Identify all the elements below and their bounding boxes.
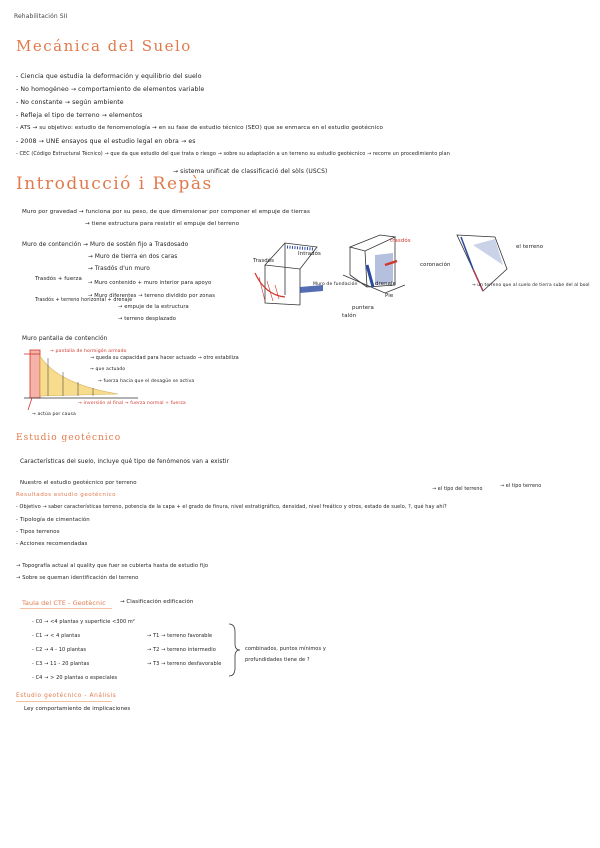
curly-brace: [226, 622, 242, 678]
building-type-c4: - C4 → > 20 plantas o especiales: [32, 675, 118, 681]
brace-note-1: combinados, puntos mínimos y: [245, 646, 326, 652]
section-title-estudio: Estudio geotécnico: [16, 433, 122, 443]
pantalla-note-4: → fuerza hacia que el desagüe se activa: [98, 379, 195, 384]
drawing-label-muro-fundacion: Muro de fundación: [313, 282, 358, 287]
drawing-label-trasdos-2: Trasdós: [253, 258, 275, 264]
estudio-item-4: - Acciones recomendadas: [16, 541, 88, 547]
drawing-label-coronacion: coronación: [420, 262, 451, 268]
section-title-mecanica: Mecánica del Suelo: [16, 37, 192, 55]
drawing-label-drenaje: drenaje: [375, 281, 397, 287]
estudio-item-3: - Tipos terrenos: [16, 529, 60, 535]
muro-contencion-line-6: → empuje de la estructura: [118, 304, 189, 310]
building-type-c3: - C3 → 11 - 20 plantas: [32, 661, 90, 667]
cte-heading-note: → Clasificación edificación: [120, 599, 194, 605]
drawing-label-talon: talón: [342, 313, 357, 319]
bullet-2: - No homogéneo → comportamiento de elementos variable: [16, 86, 205, 93]
estudio-annotation-1: → el tipo del terreno: [432, 487, 483, 492]
section-title-introduccio: Introducció i Repàs: [16, 174, 213, 194]
bullet-5: - ATS → su objetivo: estudio de fenomenología → en su fase de estudio técnico (SEO) que se enmarca en el estudio geotécnico: [16, 125, 384, 131]
building-type-c0: - C0 → <4 plantas y superficie <300 m²: [32, 619, 135, 625]
topografia-line-2: → Sobre se queman identificación del terreno: [16, 575, 139, 581]
muro-contencion-line-4: → Muro contenido + muro interior para apoyo: [88, 280, 212, 286]
bullet-7: - CEC (Código Estructural Técnico) → que da que estudio del que trata o riesgo → sobre su adaptación a un terreno su estudio geotécnico → recorre un procedimiento plan: [16, 151, 450, 157]
drawing-label-intrados: Intradós: [298, 251, 321, 257]
drawing-label-puntera: puntera: [352, 305, 374, 311]
estudio-item-2: - Tipología de cimentación: [16, 517, 90, 523]
muro-gravedad-line-2: → tiene estructura para resistir el empuje del terreno: [85, 221, 240, 227]
estudio-subnote: Nuestro el estudio geotécnico por terreno: [20, 480, 137, 486]
cte-heading: Taula del CTE - Geotècnic: [22, 599, 106, 607]
estudio-subheading: Resultados estudio geotécnico: [16, 492, 116, 498]
bullet-6: - 2008 → UNE ensayos que el estudio legal en obra → es: [16, 138, 196, 145]
estudio-intro: Características del suelo, incluye qué tipo de fenómenos van a existir: [20, 459, 230, 465]
pantalla-note-2: → queda su capacidad para hacer actuado → otro estabiliza: [90, 356, 239, 361]
drawing-label-terreno: el terreno: [516, 244, 544, 250]
analisis-highlight: [16, 701, 112, 702]
bullet-4: - Refleja el tipo de terreno → elementos: [16, 112, 143, 119]
subject-header: Rehabilitación SII: [14, 13, 68, 20]
drawing-label-terreno-note: → un terreno que al suelo de tierra sube del al bool: [472, 283, 590, 288]
estudio-item-1: - Objetivo → saber características terreno, potencia de la capa + el grado de finura, nivel estratigráfico, densidad, nivel freático y otros, estado de suelo, ?, qué hay ahí?: [16, 504, 447, 510]
building-type-c2: - C2 → 4 - 10 plantas: [32, 647, 87, 653]
terrain-type-t1: → T1 → terreno favorable: [147, 633, 213, 639]
brace-note-2: profundidades tiene de ?: [245, 657, 310, 663]
side-label-1: Trasdós + fuerza: [35, 276, 82, 282]
drawing-label-pie: Pie: [385, 293, 394, 299]
estudio-annotation-2: → el tipo terreno: [500, 484, 542, 489]
analisis-line: Ley comportamiento de implicaciones: [24, 706, 131, 712]
pantalla-note-3: → que actuado: [90, 367, 126, 372]
drawing-label-trasdos: trasdós: [390, 238, 411, 244]
pantalla-note-5: → inversión al final → fuerza normal + fuerza: [78, 401, 186, 406]
side-label-2: Trasdós + terreno horizontal + drenaje: [35, 298, 133, 303]
muro-contencion-line-5: → Muro diferentes → terreno dividido por zonas: [88, 293, 216, 299]
pantalla-note-6: → actúa por causa: [32, 412, 76, 417]
cte-heading-highlight: [20, 608, 112, 609]
building-type-c1: - C1 → < 4 plantas: [32, 633, 81, 639]
muro-contencion-line-7: → terreno desplazado: [118, 316, 177, 322]
terrain-type-t3: → T3 → terreno desfavorable: [147, 661, 222, 667]
bullet-1: - Ciencia que estudia la deformación y equilibrio del suelo: [16, 73, 202, 80]
section-title-analisis: Estudio geotécnico - Análisis: [16, 693, 117, 699]
uscs-note: → sistema unificat de classificació del sòls (USCS): [173, 168, 328, 175]
topografia-line-1: → Topografía actual al quality que fuer se cubierta hasta de estudio fijo: [16, 563, 209, 569]
muro-contencion-line-3: → Trasdós d'un muro: [88, 266, 150, 272]
muro-gravedad-line-1: Muro por gravedad → funciona por su peso, de que dimensionar por componer el empuje de tierras: [22, 209, 310, 215]
muro-contencion-line-2: → Muro de tierra en dos caras: [88, 254, 178, 260]
muro-contencion-line-1: Muro de contención → Muro de sostén fijo a Trasdosado: [22, 242, 189, 248]
terrain-type-t2: → T2 → terreno intermedio: [147, 647, 216, 653]
pantalla-note-1: → pantalla de hormigón armado: [50, 349, 127, 354]
pantalla-label: Muro pantalla de contención: [22, 336, 108, 342]
bullet-3: - No constante → según ambiente: [16, 99, 124, 106]
